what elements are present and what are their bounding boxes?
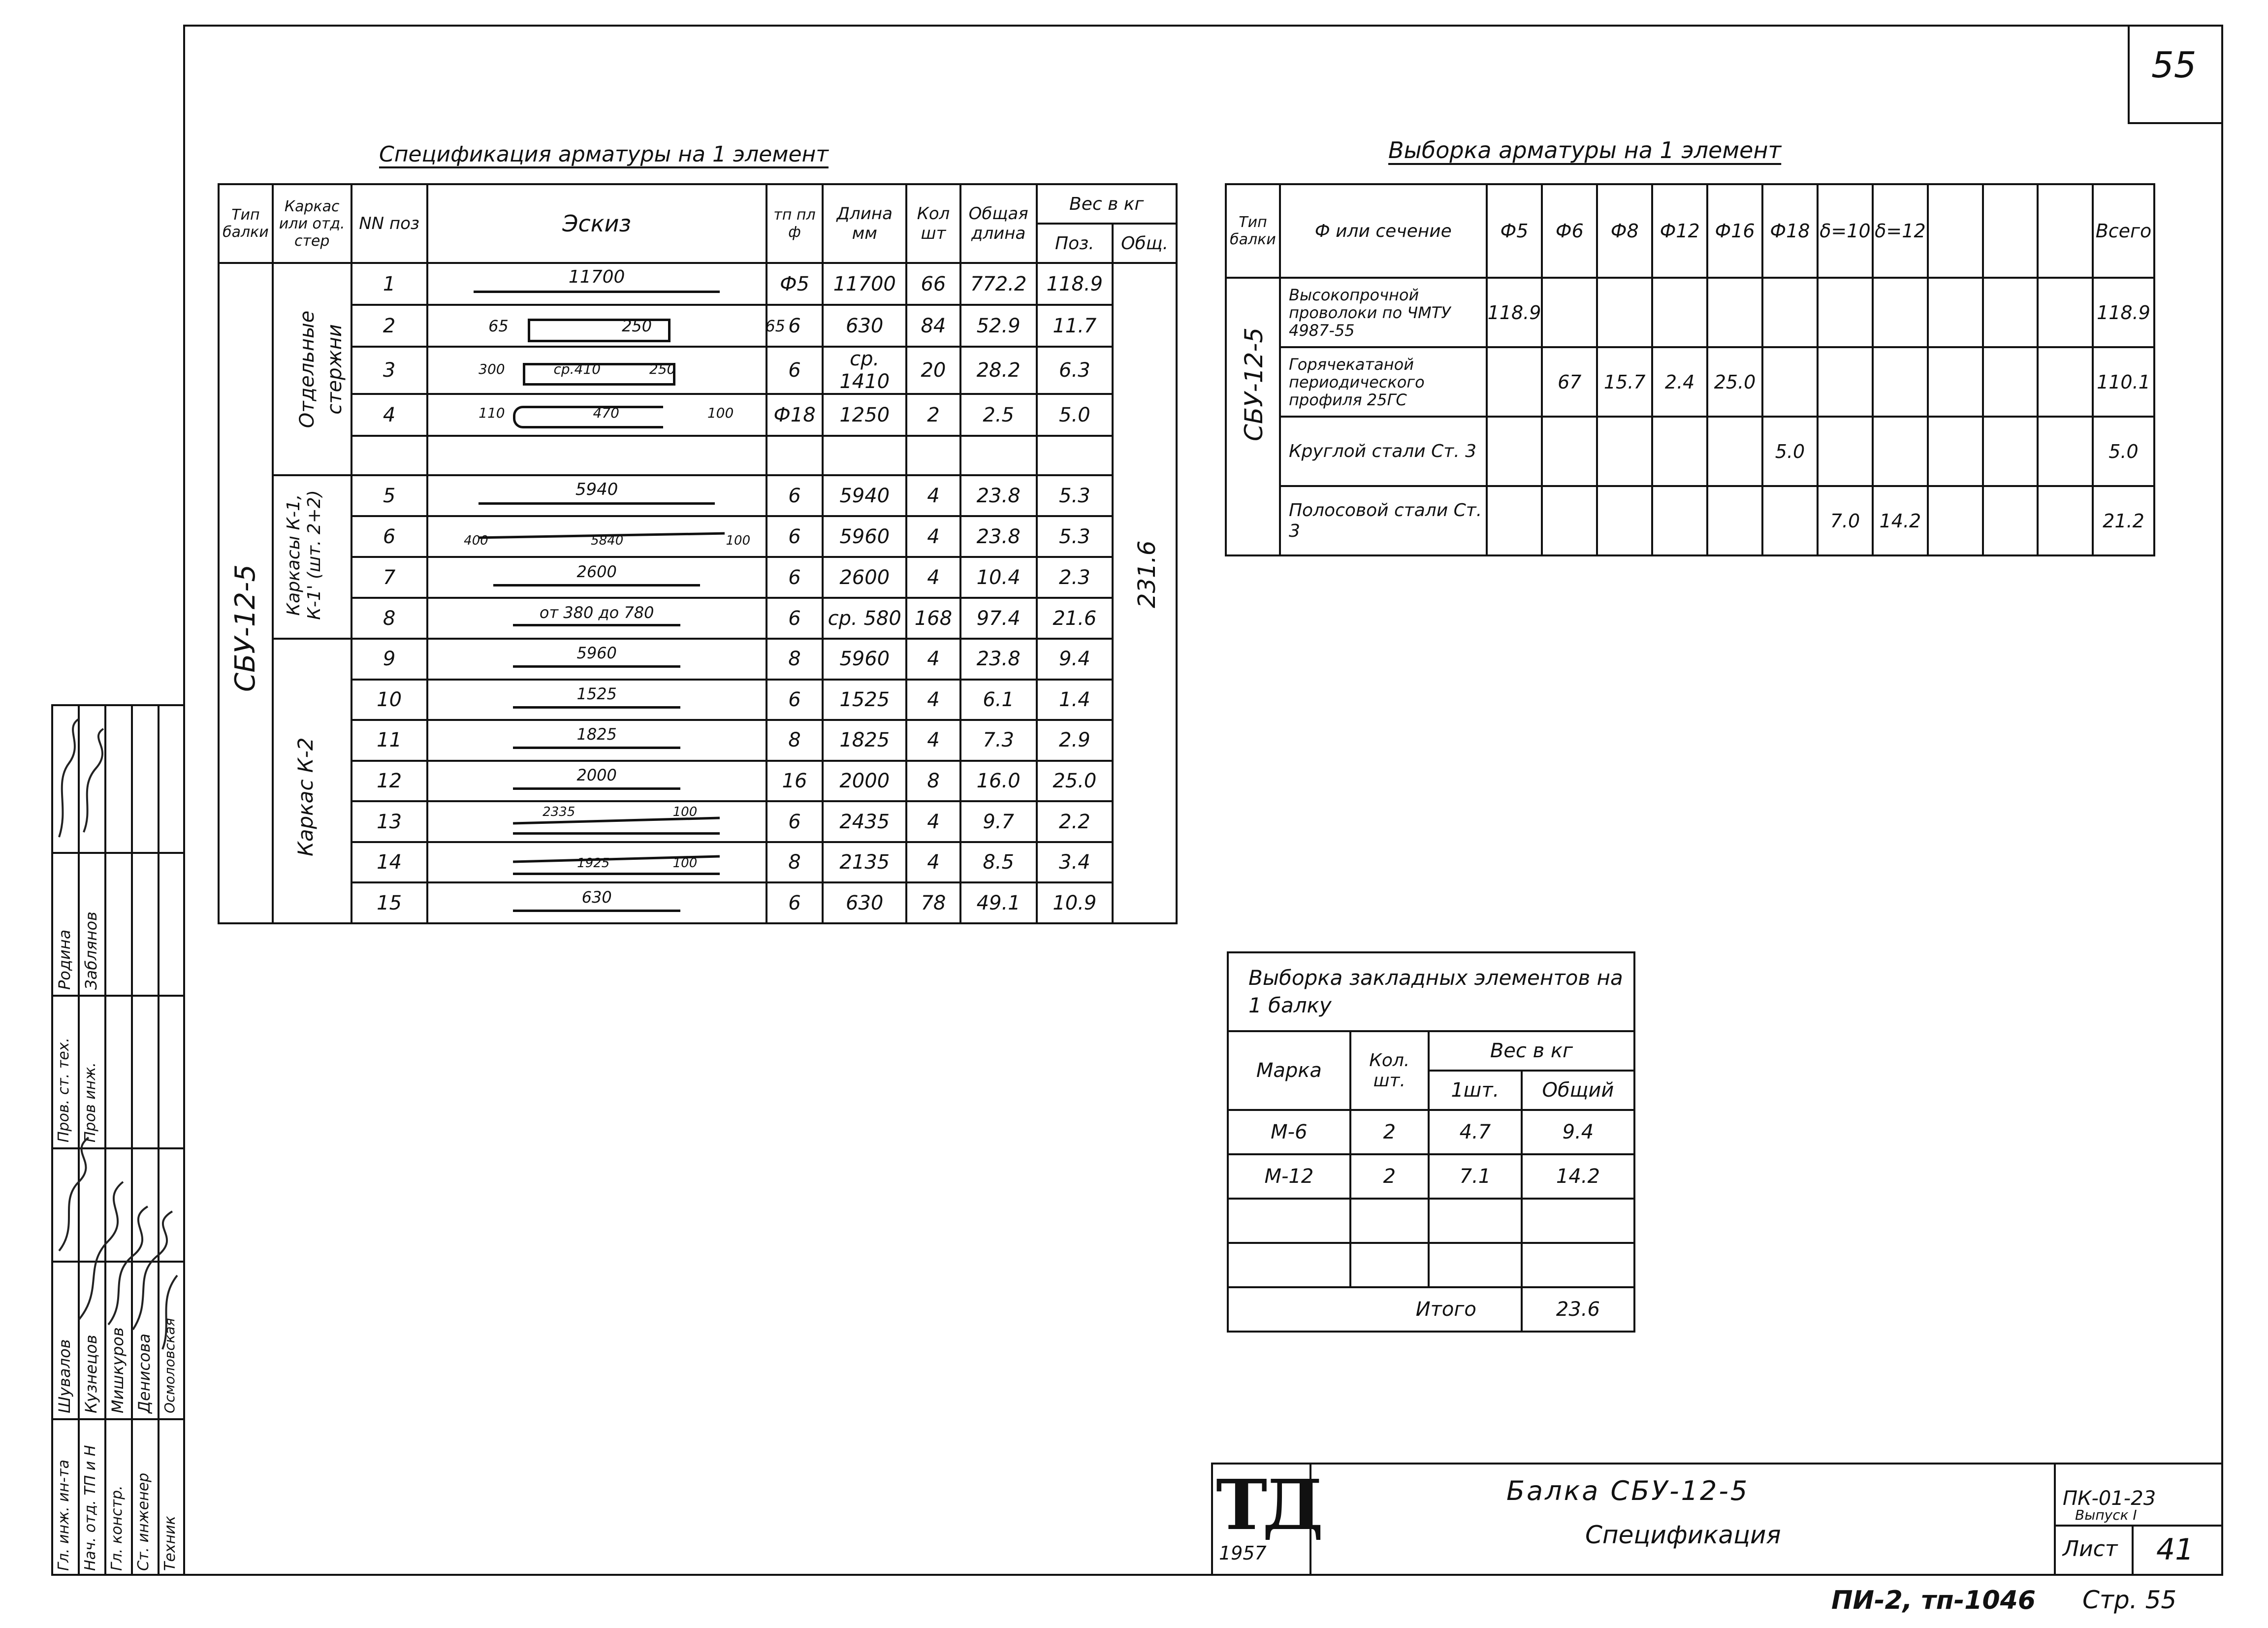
sel-val <box>1983 417 2038 486</box>
emb-h-count: Кол. шт. <box>1350 1031 1429 1110</box>
spec-tot: 23.8 <box>960 475 1037 516</box>
spec-cnt: 84 <box>906 305 960 347</box>
emb-total-label: Итого <box>1228 1287 1522 1332</box>
emb-tot: 9.4 <box>1522 1110 1634 1154</box>
sketch-4: 110 470 100 <box>427 394 767 436</box>
spec-w: 6.3 <box>1037 347 1113 394</box>
sel-val <box>2038 486 2093 555</box>
spec-len: ср. 580 <box>823 598 906 639</box>
spec-h-frame: Каркас или отд. стер <box>273 184 351 263</box>
spec-len: 2435 <box>823 801 906 842</box>
sel-val: 67 <box>1542 347 1597 417</box>
spec-table <box>218 183 1178 924</box>
sel-beam-type-cell <box>1226 278 1280 555</box>
sel-h-section: Ф или сечение <box>1280 184 1487 278</box>
sel-col <box>1928 184 1983 278</box>
emb-cnt: 2 <box>1350 1154 1429 1199</box>
logo: ТД <box>1216 1465 1319 1546</box>
spec-h-w-pos: Поз. <box>1037 224 1113 263</box>
spec-len: 2135 <box>823 842 906 883</box>
sel-val <box>2038 278 2093 347</box>
spec-h-tp: тп пл ф <box>767 184 823 263</box>
spec-tp: 6 <box>767 557 823 598</box>
spec-cnt: 4 <box>906 801 960 842</box>
spec-group-1: Отдельные стержни <box>295 310 346 428</box>
sel-val <box>1983 486 2038 555</box>
sel-row-label: Высокопрочной проволоки по ЧМТУ 4987-55 <box>1280 278 1487 347</box>
spec-tp: 6 <box>767 475 823 516</box>
emb-per: 4.7 <box>1429 1110 1522 1154</box>
spec-title: Спецификация арматуры на 1 элемент <box>379 142 829 167</box>
spec-tot: 28.2 <box>960 347 1037 394</box>
sel-val <box>1542 278 1597 347</box>
frame-bottom <box>51 1574 2223 1576</box>
emb-cnt <box>1350 1199 1429 1243</box>
sel-row-label: Круглой стали Ст. 3 <box>1280 417 1487 486</box>
spec-pos: 12 <box>351 761 427 802</box>
spec-cnt: 4 <box>906 516 960 557</box>
spec-group-3: Каркас К-2 <box>293 737 318 856</box>
sel-val <box>1707 486 1762 555</box>
sketch-15: 630 <box>427 882 767 923</box>
spec-cnt: 66 <box>906 263 960 305</box>
emb-tot: 14.2 <box>1522 1154 1634 1199</box>
emb-h-per: 1шт. <box>1429 1071 1522 1110</box>
spec-len: 2600 <box>823 557 906 598</box>
sel-val <box>1597 278 1652 347</box>
spec-tp: 6 <box>767 801 823 842</box>
spec-cnt: 4 <box>906 639 960 680</box>
sel-row-label: Горячекатаной периодического профиля 25ГС <box>1280 347 1487 417</box>
title-block-sheet-div <box>2132 1525 2134 1575</box>
title-block-left <box>1211 1463 1213 1575</box>
sig-name: Осмоловская <box>161 1318 178 1413</box>
sel-col: Ф12 <box>1652 184 1707 278</box>
spec-tot: 772.2 <box>960 263 1037 305</box>
sel-col: Ф6 <box>1542 184 1597 278</box>
spec-pos: 5 <box>351 475 427 516</box>
frame-right <box>2221 25 2223 1575</box>
spec-cnt: 78 <box>906 882 960 923</box>
spec-w: 118.9 <box>1037 263 1113 305</box>
sig-row-line <box>51 1418 185 1420</box>
series: ПК-01-23 <box>2063 1487 2156 1510</box>
spec-group-1-cell <box>273 263 351 475</box>
sel-val <box>1487 486 1542 555</box>
spec-cnt: 4 <box>906 475 960 516</box>
spec-tp: 6 <box>767 516 823 557</box>
spec-pos: 9 <box>351 639 427 680</box>
spec-w <box>1037 436 1113 475</box>
spec-beam-type: СБУ-12-5 <box>229 564 261 692</box>
spec-pos: 14 <box>351 842 427 883</box>
sel-col: δ=10 <box>1818 184 1873 278</box>
spec-tp: 8 <box>767 720 823 761</box>
sig-upper-name: Родина <box>55 929 74 990</box>
sig-role: Гл. констр. <box>108 1485 126 1571</box>
emb-mark: М-12 <box>1228 1154 1350 1199</box>
spec-w: 2.9 <box>1037 720 1113 761</box>
sheet-no: 41 <box>2156 1532 2194 1567</box>
spec-tot: 52.9 <box>960 305 1037 347</box>
spec-tot: 16.0 <box>960 761 1037 802</box>
sel-val <box>1818 347 1873 417</box>
sel-val <box>1542 417 1597 486</box>
sketch-2: 65 250 65 <box>427 305 767 347</box>
spec-h-type: Тип балки <box>219 184 273 263</box>
emb-mark <box>1228 1243 1350 1287</box>
emb-per <box>1429 1199 1522 1243</box>
spec-h-length: Длина мм <box>823 184 906 263</box>
spec-cnt: 2 <box>906 394 960 436</box>
spec-pos: 13 <box>351 801 427 842</box>
spec-w: 5.3 <box>1037 475 1113 516</box>
sel-val <box>1818 278 1873 347</box>
spec-w: 2.2 <box>1037 801 1113 842</box>
title-block-mid <box>2054 1525 2223 1527</box>
sel-val <box>1597 417 1652 486</box>
spec-tp: 6 <box>767 680 823 720</box>
spec-group-2: Каркасы К-1, К-1' (шт. 2+2) <box>283 490 324 620</box>
emb-cnt: 2 <box>1350 1110 1429 1154</box>
sig-role: Нач. отд. ТП и Н <box>82 1445 99 1571</box>
spec-total-weight-cell <box>1113 263 1177 923</box>
spec-pos: 15 <box>351 882 427 923</box>
spec-w: 3.4 <box>1037 842 1113 883</box>
spec-w: 2.3 <box>1037 557 1113 598</box>
spec-h-total-len: Общая длина <box>960 184 1037 263</box>
selection-table <box>1225 183 2155 556</box>
sig-upper-role: Пров. ст. тех. <box>55 1038 72 1142</box>
page-ref: Стр. 55 <box>2082 1586 2177 1614</box>
sel-col <box>2038 184 2093 278</box>
sel-val <box>1873 347 1928 417</box>
sel-val: 118.9 <box>1487 278 1542 347</box>
spec-len: 5960 <box>823 639 906 680</box>
sel-val <box>1652 486 1707 555</box>
spec-pos: 1 <box>351 263 427 305</box>
spec-w: 5.3 <box>1037 516 1113 557</box>
sel-val <box>1542 486 1597 555</box>
sketch-blank <box>427 436 767 475</box>
selection-title: Выборка арматуры на 1 элемент <box>1388 137 1782 163</box>
sel-total: 21.2 <box>2093 486 2154 555</box>
sketch-14: 1925 100 <box>427 842 767 883</box>
logo-year: 1957 <box>1219 1542 1267 1564</box>
spec-tot: 7.3 <box>960 720 1037 761</box>
sel-val <box>1983 347 2038 417</box>
sel-val <box>1762 347 1818 417</box>
spec-w: 10.9 <box>1037 882 1113 923</box>
sig-upper-name: Заблянов <box>82 912 100 990</box>
spec-group-3-cell <box>273 639 351 923</box>
spec-tp: 6 <box>767 598 823 639</box>
sel-val <box>1487 417 1542 486</box>
spec-len <box>823 436 906 475</box>
sel-val <box>1928 417 1983 486</box>
sketch-13: 2335 100 <box>427 801 767 842</box>
spec-h-count: Кол шт <box>906 184 960 263</box>
sketch-11: 1825 <box>427 720 767 761</box>
spec-w: 5.0 <box>1037 394 1113 436</box>
spec-tot: 97.4 <box>960 598 1037 639</box>
spec-pos: 10 <box>351 680 427 720</box>
sketch-6: 400 5840 100 <box>427 516 767 557</box>
spec-h-sketch: Эскиз <box>427 184 767 263</box>
sel-val <box>1928 347 1983 417</box>
sel-total: 118.9 <box>2093 278 2154 347</box>
emb-per <box>1429 1243 1522 1287</box>
sel-h-type: Тип балки <box>1226 184 1280 278</box>
embedded-title: Выборка закладных элементов на 1 балку <box>1228 952 1634 1031</box>
spec-h-pos: NN поз <box>351 184 427 263</box>
spec-cnt: 8 <box>906 761 960 802</box>
spec-pos: 2 <box>351 305 427 347</box>
emb-total-value: 23.6 <box>1522 1287 1634 1332</box>
sketch-1: 11700 <box>427 263 767 305</box>
spec-tot <box>960 436 1037 475</box>
emb-tot <box>1522 1243 1634 1287</box>
sheet-number-box-left <box>2128 25 2130 123</box>
spec-tot: 23.8 <box>960 639 1037 680</box>
spec-h-w-total: Общ. <box>1113 224 1177 263</box>
spec-len: 5960 <box>823 516 906 557</box>
bottom-ref: ПИ-2, тп-1046 <box>1831 1586 2036 1615</box>
embedded-table <box>1227 951 1635 1333</box>
spec-pos: 7 <box>351 557 427 598</box>
sig-name: Денисова <box>135 1333 154 1413</box>
signature-scribbles <box>49 709 187 1408</box>
sketch-3: 300 ср.410 250 <box>427 347 767 394</box>
sel-val <box>1762 278 1818 347</box>
spec-tot: 9.7 <box>960 801 1037 842</box>
sketch-9: 5960 <box>427 639 767 680</box>
spec-tot: 8.5 <box>960 842 1037 883</box>
spec-w: 21.6 <box>1037 598 1113 639</box>
spec-cnt <box>906 436 960 475</box>
spec-cnt: 168 <box>906 598 960 639</box>
spec-tp: 8 <box>767 639 823 680</box>
issue: Выпуск I <box>2075 1507 2137 1523</box>
sketch-7: 2600 <box>427 557 767 598</box>
sig-role: Техник <box>161 1516 179 1571</box>
spec-w: 11.7 <box>1037 305 1113 347</box>
spec-w: 1.4 <box>1037 680 1113 720</box>
sel-h-total: Всего <box>2093 184 2154 278</box>
sel-val <box>1818 417 1873 486</box>
spec-beam-type-cell <box>219 263 273 923</box>
emb-h-total: Общий <box>1522 1071 1634 1110</box>
spec-cnt: 4 <box>906 557 960 598</box>
spec-len: 1250 <box>823 394 906 436</box>
sketch-5: 5940 <box>427 475 767 516</box>
spec-tot: 10.4 <box>960 557 1037 598</box>
spec-tp: 16 <box>767 761 823 802</box>
sel-val <box>1652 417 1707 486</box>
spec-len: 11700 <box>823 263 906 305</box>
sig-name: Шувалов <box>55 1339 74 1413</box>
spec-total-weight: 231.6 <box>1133 540 1161 608</box>
sel-val: 5.0 <box>1762 417 1818 486</box>
sel-val <box>2038 347 2093 417</box>
spec-cnt: 4 <box>906 842 960 883</box>
spec-len: 1825 <box>823 720 906 761</box>
emb-cnt <box>1350 1243 1429 1287</box>
sel-col: δ=12 <box>1873 184 1928 278</box>
sel-val <box>1873 417 1928 486</box>
sel-val <box>1707 417 1762 486</box>
emb-per: 7.1 <box>1429 1154 1522 1199</box>
spec-tp <box>767 436 823 475</box>
sel-val <box>1983 278 2038 347</box>
spec-tp: 6 <box>767 305 823 347</box>
sel-val <box>1707 278 1762 347</box>
spec-tp: Ф18 <box>767 394 823 436</box>
spec-len: 1525 <box>823 680 906 720</box>
spec-pos <box>351 436 427 475</box>
sel-val <box>1928 486 1983 555</box>
spec-tot: 49.1 <box>960 882 1037 923</box>
spec-tot: 23.8 <box>960 516 1037 557</box>
sel-val <box>1652 278 1707 347</box>
spec-w: 9.4 <box>1037 639 1113 680</box>
emb-mark: М-6 <box>1228 1110 1350 1154</box>
spec-tp: 6 <box>767 347 823 394</box>
spec-h-weight: Вес в кг <box>1037 184 1177 224</box>
spec-tot: 2.5 <box>960 394 1037 436</box>
spec-pos: 8 <box>351 598 427 639</box>
sel-val: 7.0 <box>1818 486 1873 555</box>
sel-val: 25.0 <box>1707 347 1762 417</box>
sel-val: 15.7 <box>1597 347 1652 417</box>
sel-val <box>2038 417 2093 486</box>
sel-total: 5.0 <box>2093 417 2154 486</box>
sel-col: Ф18 <box>1762 184 1818 278</box>
spec-len: 5940 <box>823 475 906 516</box>
sheet-number-box-bottom <box>2128 122 2223 124</box>
sig-row-line <box>51 704 185 706</box>
spec-pos: 4 <box>351 394 427 436</box>
sketch-10: 1525 <box>427 680 767 720</box>
spec-pos: 11 <box>351 720 427 761</box>
spec-group-2-cell <box>273 475 351 639</box>
spec-len: 2000 <box>823 761 906 802</box>
sel-col: Ф5 <box>1487 184 1542 278</box>
sel-val <box>1487 347 1542 417</box>
sel-col <box>1983 184 2038 278</box>
spec-tp: 8 <box>767 842 823 883</box>
sel-val <box>1873 278 1928 347</box>
spec-len: 630 <box>823 305 906 347</box>
spec-tp: Ф5 <box>767 263 823 305</box>
sketch-12: 2000 <box>427 761 767 802</box>
sel-row-label: Полосовой стали Ст. 3 <box>1280 486 1487 555</box>
emb-h-weight: Вес в кг <box>1429 1031 1634 1071</box>
spec-cnt: 20 <box>906 347 960 394</box>
sel-val <box>1762 486 1818 555</box>
emb-mark <box>1228 1199 1350 1243</box>
sketch-8: от 380 до 780 <box>427 598 767 639</box>
sig-role: Ст. инженер <box>135 1472 152 1571</box>
sheet-label: Лист <box>2063 1536 2118 1562</box>
sel-val: 2.4 <box>1652 347 1707 417</box>
sheet-number: 55 <box>2151 44 2197 86</box>
spec-pos: 6 <box>351 516 427 557</box>
spec-w: 25.0 <box>1037 761 1113 802</box>
emb-h-mark: Марка <box>1228 1031 1350 1110</box>
title-block-top <box>1211 1463 2223 1465</box>
sig-upper-role: Пров инж. <box>82 1062 99 1142</box>
sel-col: Ф8 <box>1597 184 1652 278</box>
sel-beam-type: СБУ-12-5 <box>1240 327 1268 441</box>
spec-cnt: 4 <box>906 720 960 761</box>
sel-col: Ф16 <box>1707 184 1762 278</box>
drawing-title: Балка СБУ-12-5 <box>1506 1475 1750 1506</box>
sig-role: Гл. инж. ин-та <box>55 1460 72 1571</box>
sel-total: 110.1 <box>2093 347 2154 417</box>
sel-val: 14.2 <box>1873 486 1928 555</box>
drawing-subtitle: Спецификация <box>1585 1521 1781 1549</box>
emb-tot <box>1522 1199 1634 1243</box>
spec-pos: 3 <box>351 347 427 394</box>
frame-top <box>183 25 2221 27</box>
spec-len: 630 <box>823 882 906 923</box>
spec-tot: 6.1 <box>960 680 1037 720</box>
sig-name: Кузнецов <box>82 1335 100 1413</box>
spec-tp: 6 <box>767 882 823 923</box>
spec-len: ср. 1410 <box>823 347 906 394</box>
sig-name: Мишкуров <box>108 1327 127 1413</box>
sel-val <box>1597 486 1652 555</box>
title-block-right-div <box>2054 1463 2056 1575</box>
sel-val <box>1928 278 1983 347</box>
spec-cnt: 4 <box>906 680 960 720</box>
